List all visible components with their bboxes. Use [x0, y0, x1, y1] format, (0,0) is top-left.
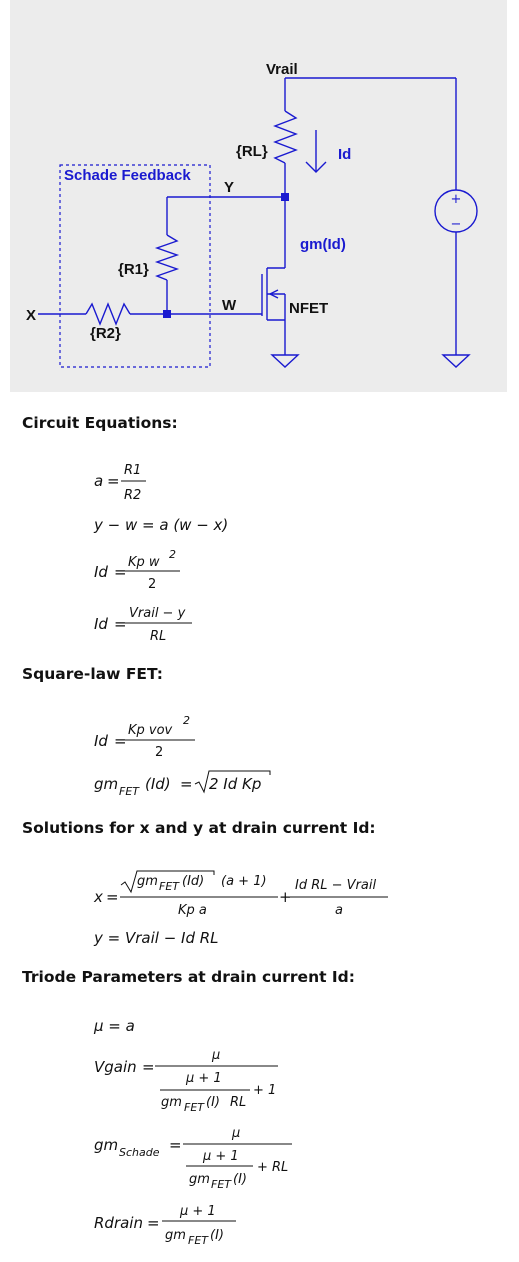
eq-kpw: Kp w [128, 555, 160, 570]
heading-solutions: Solutions for x and y at drain current Id: [22, 819, 376, 837]
eq-gmschade: gm [94, 1136, 119, 1154]
eq-a-plus-1: (a + 1) [221, 874, 267, 889]
label-gm: gm(Id) [300, 236, 346, 253]
eq-eq-4: = [180, 775, 193, 793]
eq-id-2: Id [94, 615, 108, 633]
eq-eq-8: = [147, 1214, 160, 1232]
eq-a-lhs: a [94, 472, 104, 490]
eq-y-line: y = Vrail − Id RL [94, 929, 219, 947]
eq-rl-1: RL [150, 629, 167, 644]
label-r1: {R1} [118, 261, 149, 278]
label-r2: {R2} [90, 325, 121, 342]
label-rl: {RL} [236, 143, 268, 160]
eq-mu-num-2: μ [232, 1126, 241, 1141]
label-y: Y [224, 179, 235, 196]
eq-fet-b: FET [211, 1178, 231, 1191]
eq-vrail-y: Vrail − y [129, 606, 186, 621]
eq-i-b: (I) [233, 1172, 247, 1187]
eq-rdrain: Rdrain [94, 1214, 143, 1232]
eq-mu-eq: μ = a [94, 1017, 135, 1035]
eq-sqrt-gm: gm [137, 874, 158, 889]
eq-gm-b: gm [189, 1172, 210, 1187]
eq-mu1-b: μ + 1 [203, 1149, 239, 1164]
eq-i-c: (I) [210, 1228, 224, 1243]
heading-circuit-equations: Circuit Equations: [22, 414, 178, 432]
eq-eq-3: = [114, 732, 127, 750]
eq-fet-a: FET [184, 1101, 204, 1114]
source-minus: − [450, 217, 462, 232]
eq-two-2: 2 [155, 745, 164, 760]
eq-ywa: y − w = a (w − x) [94, 516, 229, 534]
eq-eq-6: = [142, 1058, 155, 1076]
eq-plus-one: + 1 [253, 1083, 277, 1098]
eq-a-eq: = [107, 472, 120, 490]
eq-plus: + [279, 888, 292, 906]
source-plus: + [450, 192, 462, 207]
eq-gm-lhs: gm [94, 775, 119, 793]
eq-sq-2: 2 [183, 714, 190, 727]
eq-sqrt-fet: FET [159, 880, 179, 893]
label-nfet: NFET [289, 300, 329, 317]
eq-vgain: Vgain [94, 1058, 137, 1076]
eq-kp-a: Kp a [178, 903, 207, 918]
eq-rl-a: RL [230, 1095, 247, 1110]
eq-a-denom: a [335, 903, 343, 918]
eq-r2: R2 [124, 488, 142, 503]
eq-kpvov: Kp vov [128, 723, 173, 738]
eq-gm-sub: FET [119, 785, 139, 798]
eq-id-rl-vrail: Id RL − Vrail [295, 878, 377, 893]
eq-eq-7: = [169, 1136, 182, 1154]
eq-plus-rl: + RL [257, 1160, 289, 1175]
label-vrail: Vrail [266, 61, 298, 78]
eq-sq-1: 2 [169, 548, 176, 561]
eq-gm-c: gm [165, 1228, 186, 1243]
eq-sqrt-body: 2 Id Kp [209, 775, 262, 793]
label-x: X [26, 307, 37, 324]
label-schade-feedback: Schade Feedback [64, 167, 191, 184]
eq-two-1: 2 [148, 577, 157, 592]
eq-eq-1: = [114, 563, 127, 581]
eq-eq-5: = [106, 888, 119, 906]
eq-eq-2: = [114, 615, 127, 633]
heading-triode: Triode Parameters at drain current Id: [22, 968, 355, 986]
eq-sqrt-args: (Id) [182, 874, 205, 889]
eq-id-3: Id [94, 732, 108, 750]
eq-mu1-a: μ + 1 [186, 1071, 222, 1086]
eq-fet-c: FET [188, 1234, 208, 1247]
eq-i-a: (I) [206, 1095, 220, 1110]
eq-schade-sub: Schade [119, 1146, 160, 1159]
eq-r1: R1 [124, 463, 142, 478]
label-id: Id [338, 146, 352, 163]
eq-mu1-c: μ + 1 [180, 1204, 216, 1219]
eq-id-1: Id [94, 563, 108, 581]
eq-gm-a: gm [161, 1095, 182, 1110]
eq-x-lhs: x [94, 888, 103, 906]
eq-mu-num-1: μ [212, 1048, 221, 1063]
label-w: W [222, 297, 237, 314]
eq-gm-args: (Id) [145, 775, 171, 793]
heading-square-law: Square-law FET: [22, 665, 163, 683]
